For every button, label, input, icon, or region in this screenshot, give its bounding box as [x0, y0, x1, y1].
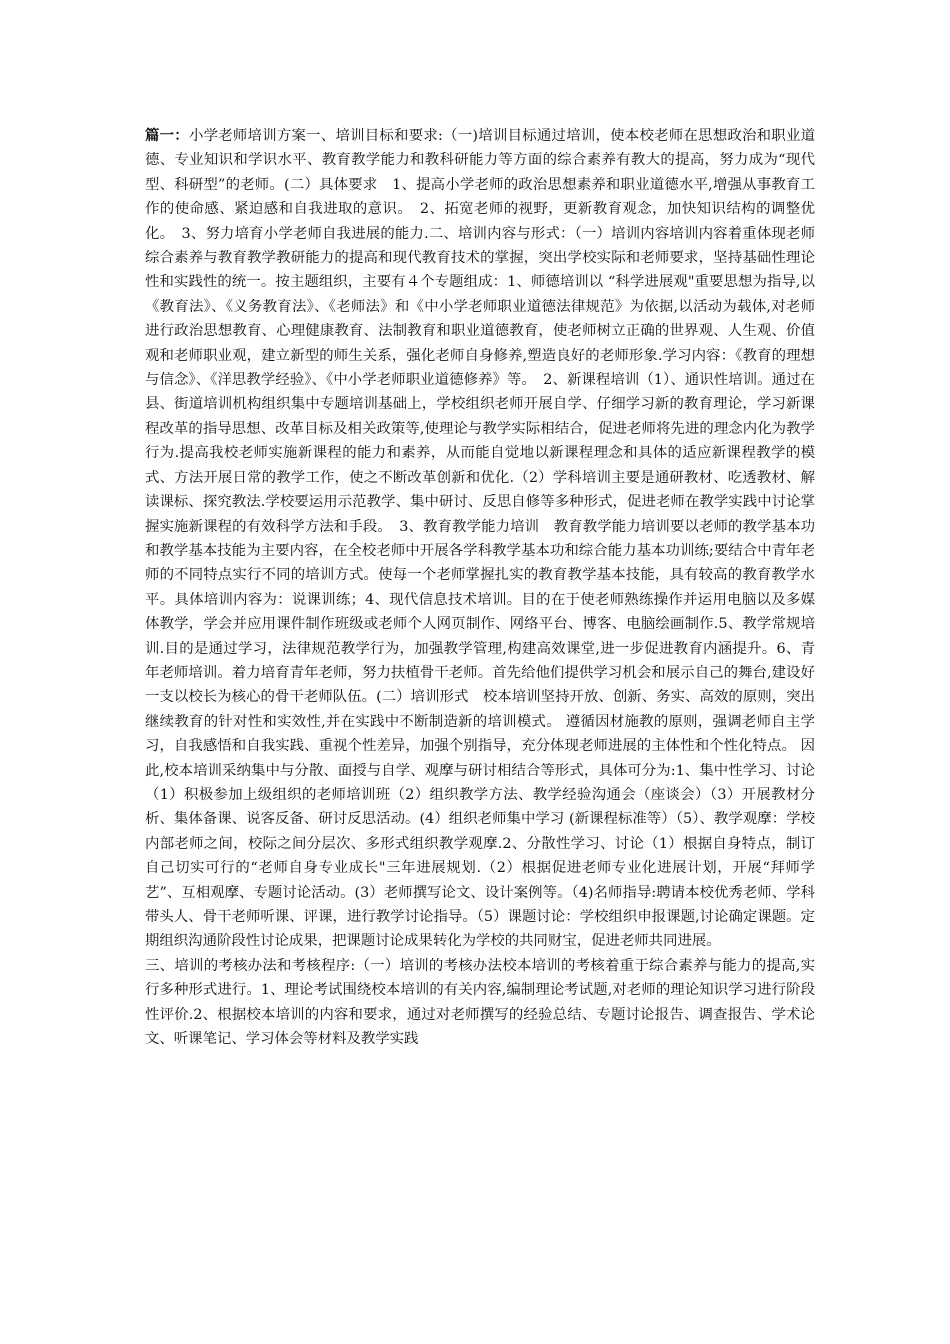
section-lead: 篇一：: [145, 127, 189, 144]
document-page: [145, 124, 815, 1051]
section-three-paragraph: 三、培训的考核办法和考核程序:（一）培训的考核办法校本培训的考核着重于综合素养与能力的提高,实行多种形式进行。1、理论考试围绕校本培训的有关内容,编制理论考试题,对老师的理论知识学习进行阶段性评价.2、根据校本培训的内容和要求，通过对老师撰写的经验总结、专题讨论报告、调查报告、学术论文、听课笔记、学习体会等材料及教学实践: [145, 957, 815, 1048]
main-paragraph: [145, 124, 815, 954]
body-text: 小学老师培训方案一、培训目标和要求:（一)培训目标通过培训，使本校老师在思想政治和职业道德、专业知识和学识水平、教育教学能力和教科研能力等方面的综合素养有教大的提高，努力成为“现代型、科研型”的老师。(二）具体要求 1、提高小学老师的政治思想素养和职业道德水平,增强从事教育工作的使命感、紧迫感和自我进取的意识。 2、拓宽老师的视野，更新教育观念，加快知识结构的调整优化。 3、努力培育小学老师自我进展的能力.二、培训内容与形式：（一）培训内容培训内容着重体现老师综合素养与教育教学教研能力的提高和现代教育技术的掌握，突出学校实际和老师要求，坚持基础性理论性和实践性的统一。按主题组织，主要有４个专题组成：1、师德培训以 “科学进展观"重要思想为指导,以《教育法》、《义务教育法》、《老师法》和《中小学老师职业道德法律规范》为依据,以活动为载体,对老师进行政治思想教育、心理健康教育、法制教育和职业道德教育，使老师树立正确的世界观、人生观、价值观和老师职业观，建立新型的师生关系，强化老师自身修养,塑造良好的老师形象.学习内容：《教育的理想与信念》、《洋思教学经验》、《中小学老师职业道德修养》等。 2、新课程培训（1）、通识性培训。通过在县、街道培训机构组织集中专题培训基础上，学校组织老师开展自学、仔细学习新的教育理论，学习新课程改革的指导思想、改革目标及相关政策等,使理论与教学实际相结合，促进老师将先进的理念内化为教学行为.提高我校老师实施新课程的能力和素养，从而能自觉地以新课程理念和具体的适应新课程教学的模式、方法开展日常的教学工作，使之不断改革创新和优化.（2）学科培训主要是通研教材、吃透教材、解读课标、探究教法.学校要运用示范教学、集中研讨、反思自修等多种形式，促进老师在教学实践中讨论掌握实施新课程的有效科学方法和手段。 3、教育教学能力培训 教育教学能力培训要以老师的教学基本功和教学基本技能为主要内容，在全校老师中开展各学科教学基本功和综合能力基本功训练;要结合中青年老师的不同特点实行不同的培训方式。使每一个老师掌握扎实的教育教学基本技能，具有较高的教育教学水平。具体培训内容为：说课训练；4、现代信息技术培训。目的在于使老师熟练操作并运用电脑以及多媒体教学，学会并应用课件制作班级或老师个人网页制作、网络平台、博客、电脑绘画制作.5、教学常规培训.目的是通过学习，法律规范教学行为，加强教学管理,构建高效课堂,进一步促进教育内涵提升。6、青年老师培训。着力培育青年老师，努力扶植骨干老师。首先给他们提供学习机会和展示自己的舞台,建设好一支以校长为核心的骨干老师队伍。(二）培训形式 校本培训坚持开放、创新、务实、高效的原则，突出继续教育的针对性和实效性,并在实践中不断制造新的培训模式。 遵循因材施教的原则，强调老师自主学习，自我感悟和自我实践、重视个性差异，加强个别指导，充分体现老师进展的主体性和个性化特点。 因此,校本培训采纳集中与分散、面授与自学、观摩与研讨相结合等形式，具体可分为:1、集中性学习、讨论（1）积极参加上级组织的老师培训班（2）组织教学方法、教学经验沟通会（座谈会）（3）开展教材分析、集体备课、说客反备、研讨反思活动。(4）组织老师集中学习 (新课程标准等）（5）、教学观摩：学校内部老师之间，校际之间分层次、多形式组织教学观摩.2、分散性学习、讨论（1）根据自身特点，制订自己切实可行的“老师自身专业成长"三年进展规划.（2）根据促进老师专业化进展计划，开展“拜师学艺”、互相观摩、专题讨论活动。(3）老师撰写论文、设计案例等。（4)名师指导:聘请本校优秀老师、学科带头人、骨干老师听课、评课，进行教学讨论指导。（5）课题讨论：学校组织申报课题,讨论确定课题。定期组织沟通阶段性讨论成果，把课题讨论成果转化为学校的共同财宝，促进老师共同进展。: [145, 128, 815, 950]
